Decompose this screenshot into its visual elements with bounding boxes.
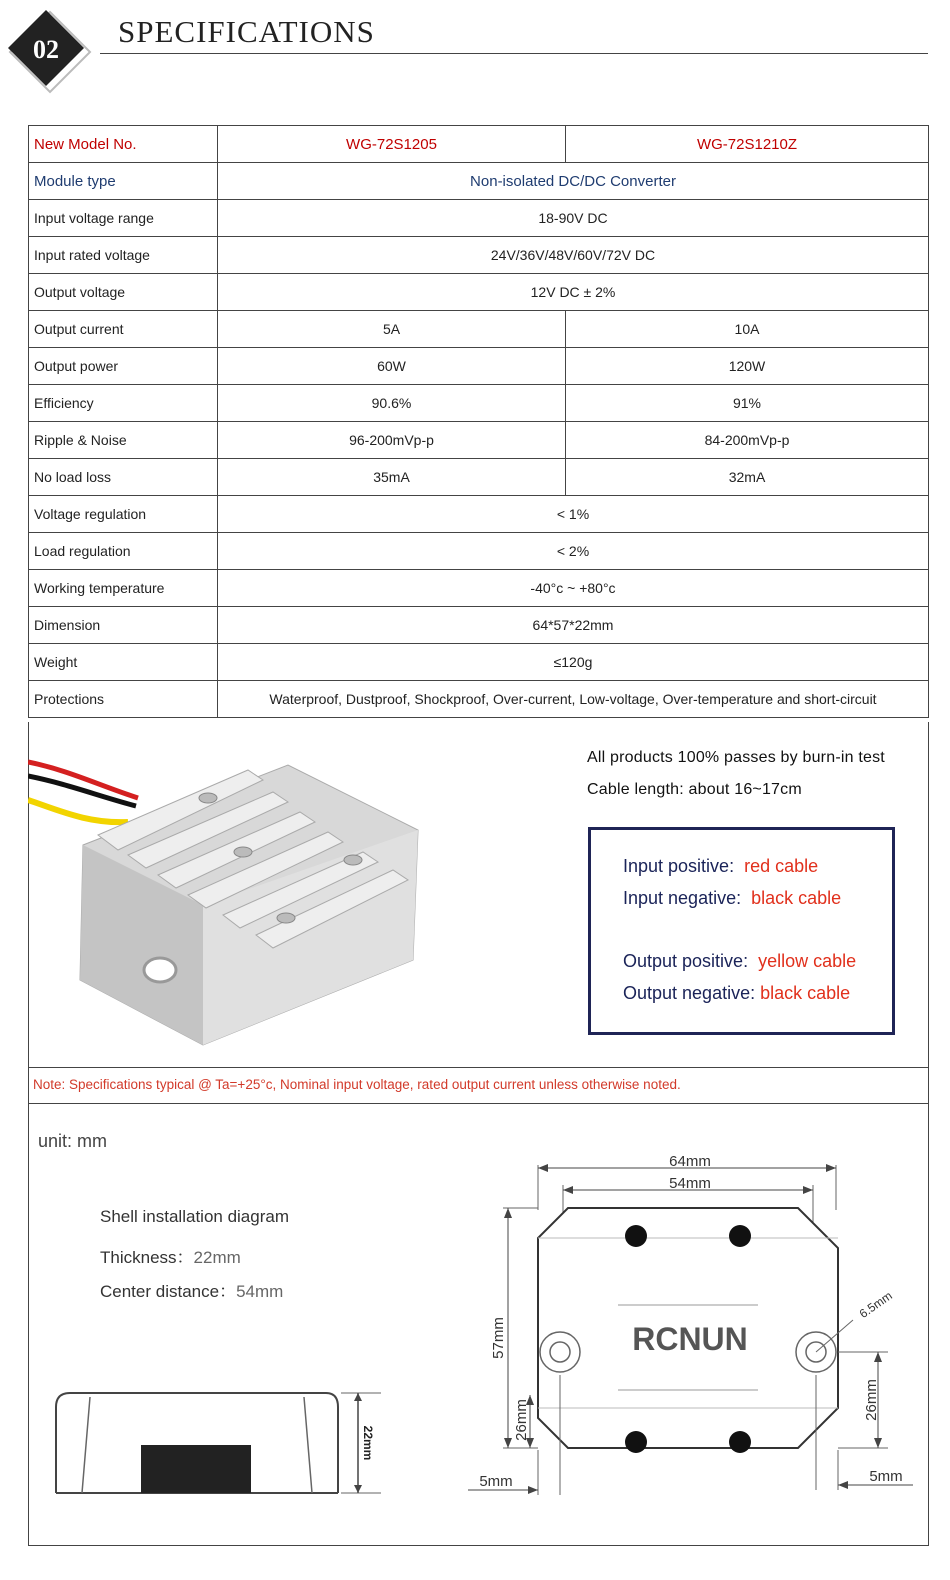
thickness-value: 22mm [193, 1248, 241, 1267]
table-row [29, 200, 929, 237]
row-value-1: 96-200mVp-p [218, 422, 566, 459]
row-label: Input voltage range [29, 200, 218, 237]
wiring-input-negative [623, 888, 841, 909]
table-row [29, 607, 929, 644]
section-badge [6, 8, 94, 96]
wiring-label: Input negative: [623, 888, 742, 908]
row-label: Output voltage [29, 274, 218, 311]
row-value: 18-90V DC [218, 200, 929, 237]
row-label: No load loss [29, 459, 218, 496]
row-value-1: 35mA [218, 459, 566, 496]
dim-57: 57mm [490, 1317, 507, 1359]
thickness-label: Thickness： [100, 1248, 194, 1267]
wiring-label: Input positive: [623, 856, 735, 876]
dim-hole-dia: 6.5mm [856, 1288, 895, 1321]
model-label: New Model No. [29, 126, 218, 163]
thickness-line [100, 1243, 241, 1268]
table-row [29, 681, 929, 718]
dim-54: 54mm [669, 1175, 711, 1192]
table-row [29, 163, 929, 200]
row-label: Ripple & Noise [29, 422, 218, 459]
row-value-1: 5A [218, 311, 566, 348]
unit-label: unit: mm [38, 1131, 108, 1151]
row-label: Output current [29, 311, 218, 348]
center-distance-line [100, 1277, 283, 1302]
row-value: < 2% [218, 533, 929, 570]
row-label: Weight [29, 644, 218, 681]
row-value: 12V DC ± 2% [218, 274, 929, 311]
row-label: Dimension [29, 607, 218, 644]
shell-title: Shell installation diagram [100, 1207, 289, 1226]
wiring-value: black cable [751, 888, 842, 908]
module-type-value: Non-isolated DC/DC Converter [218, 163, 929, 200]
center-distance-value: 54mm [236, 1282, 284, 1301]
table-row [29, 385, 929, 422]
section-title: SPECIFICATIONS [118, 14, 375, 49]
row-label: Efficiency [29, 385, 218, 422]
spec-table [28, 125, 929, 718]
row-value-1: 90.6% [218, 385, 566, 422]
wiring-value: black cable [760, 983, 851, 1003]
table-row [29, 311, 929, 348]
row-value-2: 84-200mVp-p [566, 422, 929, 459]
row-value: Waterproof, Dustproof, Shockproof, Over-current, Low-voltage, Over-temperature and short-circuit [218, 681, 929, 718]
table-row [29, 237, 929, 274]
product-photo [28, 740, 428, 1050]
dim-64: 64mm [669, 1153, 711, 1170]
table-row [29, 459, 929, 496]
table-row [29, 422, 929, 459]
row-value-2: 91% [566, 385, 929, 422]
row-value-2: 10A [566, 311, 929, 348]
table-row [29, 496, 929, 533]
row-value: 24V/36V/48V/60V/72V DC [218, 237, 929, 274]
table-row [29, 348, 929, 385]
row-value: 64*57*22mm [218, 607, 929, 644]
row-value: < 1% [218, 496, 929, 533]
row-label: Protections [29, 681, 218, 718]
dim-26-left: 26mm [513, 1399, 530, 1441]
row-value-2: 32mA [566, 459, 929, 496]
dim-26-right: 26mm [863, 1379, 880, 1421]
wiring-value: red cable [744, 856, 819, 876]
side-view-drawing [46, 1385, 396, 1505]
spec-note: Note: Specifications typical @ Ta=+25°c, Nominal input voltage, rated output current unless otherwise noted. [33, 1077, 681, 1092]
wiring-input-positive [623, 856, 818, 877]
top-view-drawing [458, 1150, 918, 1505]
row-label: Input rated voltage [29, 237, 218, 274]
burn-in-text: All products 100% passes by burn-in test [587, 749, 885, 766]
row-value-1: 60W [218, 348, 566, 385]
model-2: WG-72S1210Z [566, 126, 929, 163]
module-type-label: Module type [29, 163, 218, 200]
row-label: Voltage regulation [29, 496, 218, 533]
row-value: -40°c ~ +80°c [218, 570, 929, 607]
wiring-output-positive [623, 951, 856, 972]
table-row [29, 274, 929, 311]
row-value-2: 120W [566, 348, 929, 385]
brand-logo: RCNUN [632, 1321, 748, 1357]
side-height-label: 22mm [361, 1425, 375, 1461]
wiring-value: yellow cable [758, 951, 857, 971]
row-value: ≤120g [218, 644, 929, 681]
dim-5-right: 5mm [869, 1468, 903, 1485]
section-number: 02 [33, 35, 59, 64]
row-label: Working temperature [29, 570, 218, 607]
header-rule [100, 53, 928, 54]
table-row [29, 644, 929, 681]
table-row [29, 570, 929, 607]
wiring-output-negative [623, 983, 850, 1004]
model-1: WG-72S1205 [218, 126, 566, 163]
dim-5-left: 5mm [479, 1473, 513, 1490]
table-row [29, 533, 929, 570]
wiring-label: Output negative: [623, 983, 756, 1003]
row-label: Output power [29, 348, 218, 385]
cable-length-text: Cable length: about 16~17cm [587, 781, 802, 798]
table-row [29, 126, 929, 163]
center-distance-label: Center distance： [100, 1282, 237, 1301]
wiring-label: Output positive: [623, 951, 749, 971]
row-label: Load regulation [29, 533, 218, 570]
